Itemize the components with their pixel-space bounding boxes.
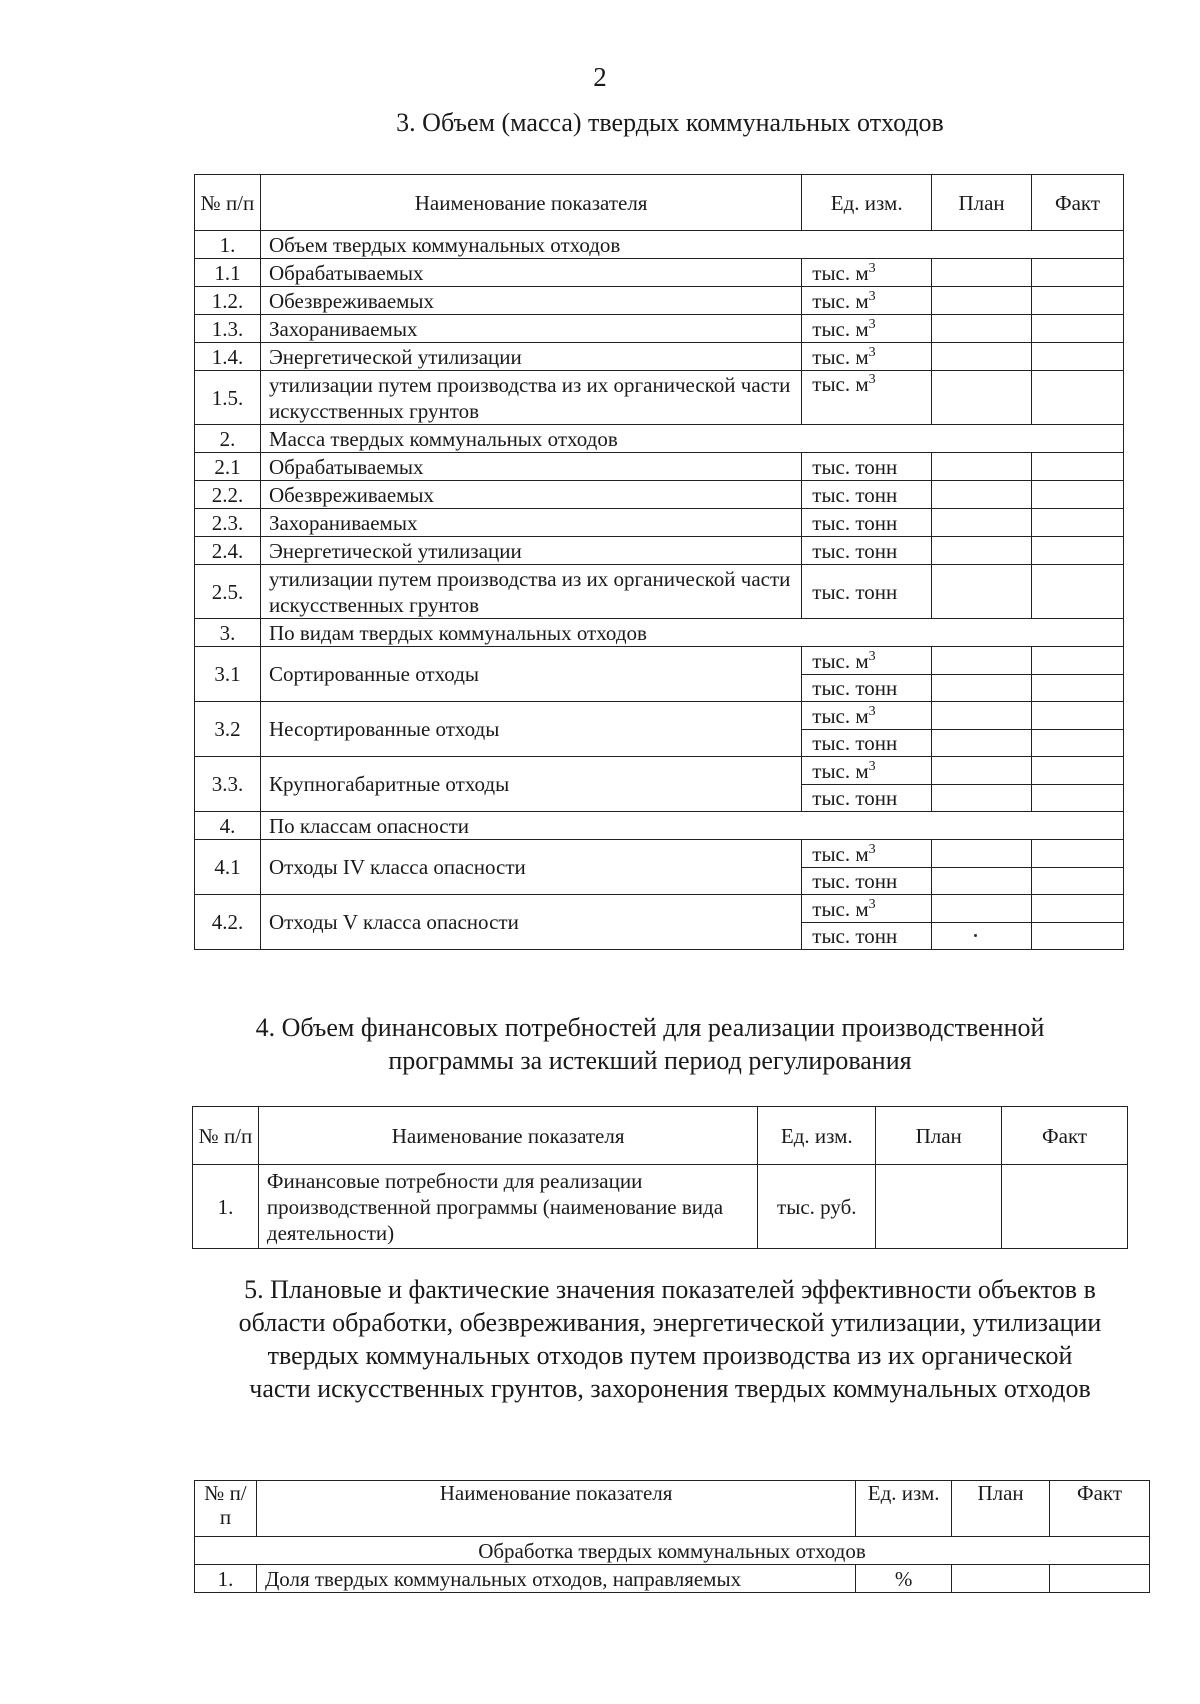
table-row bbox=[195, 287, 1124, 315]
row-name: Крупногабаритные отходы bbox=[260, 757, 801, 812]
waste-volume-table bbox=[194, 174, 1124, 950]
table-row bbox=[193, 1165, 1128, 1249]
fact-cell bbox=[1032, 757, 1124, 785]
plan-cell bbox=[932, 259, 1032, 287]
fact-cell bbox=[1032, 565, 1124, 619]
fact-cell bbox=[1032, 895, 1124, 923]
group-title: Объем твердых коммунальных отходов bbox=[260, 231, 1123, 259]
row-name: Отходы V класса опасности bbox=[260, 895, 801, 950]
section-5-title-line: 5. Плановые и фактические значения показателей эффективности объектов в bbox=[244, 1275, 1096, 1304]
row-num: 1.5. bbox=[195, 371, 261, 425]
table-row bbox=[195, 481, 1124, 509]
fact-cell bbox=[1032, 343, 1124, 371]
unit-text: тыс. тонн bbox=[812, 579, 898, 604]
plan-cell bbox=[952, 1565, 1050, 1593]
plan-cell bbox=[932, 785, 1032, 812]
unit-text: тыс. м bbox=[812, 288, 869, 313]
financial-needs-table bbox=[192, 1106, 1128, 1249]
fact-cell bbox=[1032, 481, 1124, 509]
table-row bbox=[195, 537, 1124, 565]
unit-text: тыс. м bbox=[812, 703, 869, 728]
unit-text: тыс. м bbox=[812, 344, 869, 369]
row-num: 2.4. bbox=[195, 537, 261, 565]
plan-cell bbox=[932, 287, 1032, 315]
row-num: 2.3. bbox=[195, 509, 261, 537]
unit-text: тыс. м bbox=[812, 316, 869, 341]
row-num: 3.2 bbox=[195, 702, 261, 757]
row-unit: тыс. руб. bbox=[758, 1165, 876, 1249]
row-name: Финансовые потребности для реализации производственной программы (наименование вида деятельности) bbox=[258, 1165, 757, 1249]
table-row bbox=[195, 1565, 1150, 1593]
plan-cell bbox=[932, 730, 1032, 757]
row-unit bbox=[802, 259, 932, 287]
unit-text: тыс. м bbox=[812, 841, 869, 866]
unit-sup: 3 bbox=[868, 344, 876, 360]
row-num: 1.1 bbox=[195, 259, 261, 287]
plan-cell bbox=[932, 481, 1032, 509]
col-header-num: № п/п bbox=[195, 175, 261, 231]
unit-text: тыс. тонн bbox=[812, 538, 898, 563]
col-header-unit: Ед. изм. bbox=[856, 1481, 952, 1537]
unit-text: тыс. м bbox=[812, 372, 869, 396]
section-5-title-line: части искусственных грунтов, захоронения твердых коммунальных отходов bbox=[249, 1374, 1091, 1403]
table-row bbox=[195, 453, 1124, 481]
row-unit: тыс. тонн bbox=[802, 868, 932, 895]
unit-text: тыс. тонн bbox=[812, 482, 898, 507]
table-row bbox=[195, 757, 1124, 785]
row-name: Захораниваемых bbox=[260, 509, 801, 537]
plan-cell bbox=[932, 868, 1032, 895]
fact-cell bbox=[1032, 923, 1124, 950]
unit-sup: 3 bbox=[868, 703, 876, 719]
row-unit bbox=[802, 895, 932, 923]
row-unit bbox=[802, 509, 932, 537]
plan-cell bbox=[932, 840, 1032, 868]
fact-cell bbox=[1032, 840, 1124, 868]
row-name: Энергетической утилизации bbox=[260, 537, 801, 565]
col-header-num: № п/п bbox=[193, 1107, 259, 1165]
row-num: 2.5. bbox=[195, 565, 261, 619]
table-row bbox=[195, 259, 1124, 287]
group-title: Обработка твердых коммунальных отходов bbox=[195, 1537, 1150, 1565]
table-header-row bbox=[195, 175, 1124, 231]
plan-cell bbox=[932, 315, 1032, 343]
row-unit bbox=[802, 453, 932, 481]
row-num: 1.2. bbox=[195, 287, 261, 315]
row-unit: тыс. тонн bbox=[802, 923, 932, 950]
col-header-plan: План bbox=[932, 175, 1032, 231]
unit-text: тыс. м bbox=[812, 896, 869, 921]
row-unit bbox=[802, 647, 932, 675]
plan-cell bbox=[932, 647, 1032, 675]
plan-cell bbox=[932, 757, 1032, 785]
row-unit: тыс. тонн bbox=[802, 675, 932, 702]
row-num: 4.1 bbox=[195, 840, 261, 895]
col-header-plan: План bbox=[952, 1481, 1050, 1537]
col-header-name: Наименование показателя bbox=[260, 175, 801, 231]
unit-sup: 3 bbox=[868, 896, 876, 912]
unit-text: тыс. м bbox=[812, 758, 869, 783]
unit-sup: 3 bbox=[868, 372, 876, 387]
stray-mark bbox=[974, 934, 977, 937]
table-row bbox=[195, 840, 1124, 868]
row-unit bbox=[802, 537, 932, 565]
fact-cell bbox=[1050, 1565, 1150, 1593]
plan-cell bbox=[932, 453, 1032, 481]
unit-sup: 3 bbox=[868, 841, 876, 857]
fact-cell bbox=[1032, 509, 1124, 537]
group-title: По видам твердых коммунальных отходов bbox=[260, 619, 1123, 647]
row-name: Обезвреживаемых bbox=[260, 481, 801, 509]
fact-cell bbox=[1032, 371, 1124, 425]
col-header-fact: Факт bbox=[1050, 1481, 1150, 1537]
row-unit bbox=[802, 702, 932, 730]
section-5-title-line: твердых коммунальных отходов путем производства из их органической bbox=[267, 1341, 1073, 1370]
group-row bbox=[195, 812, 1124, 840]
unit-sup: 3 bbox=[868, 260, 876, 276]
fact-cell bbox=[1032, 537, 1124, 565]
row-unit bbox=[802, 343, 932, 371]
group-row bbox=[195, 231, 1124, 259]
row-unit bbox=[802, 840, 932, 868]
unit-text: тыс. м bbox=[812, 260, 869, 285]
section-5-title-line: области обработки, обезвреживания, энергетической утилизации, утилизации bbox=[238, 1308, 1102, 1337]
row-num: 3.1 bbox=[195, 647, 261, 702]
fact-cell bbox=[1032, 647, 1124, 675]
unit-text: тыс. м bbox=[812, 648, 869, 673]
row-unit bbox=[802, 287, 932, 315]
col-header-name: Наименование показателя bbox=[258, 1107, 757, 1165]
fact-cell bbox=[1032, 675, 1124, 702]
plan-cell bbox=[932, 371, 1032, 425]
row-num: 4.2. bbox=[195, 895, 261, 950]
fact-cell bbox=[1032, 730, 1124, 757]
table-row bbox=[195, 565, 1124, 619]
fact-cell bbox=[1032, 453, 1124, 481]
row-num: 2. bbox=[195, 425, 261, 453]
row-num: 1.3. bbox=[195, 315, 261, 343]
group-row bbox=[195, 1537, 1150, 1565]
table-row bbox=[195, 343, 1124, 371]
fact-cell bbox=[1032, 702, 1124, 730]
fact-cell bbox=[1032, 287, 1124, 315]
row-unit bbox=[802, 757, 932, 785]
table-row bbox=[195, 371, 1124, 425]
row-unit bbox=[802, 371, 932, 425]
row-num: 1.4. bbox=[195, 343, 261, 371]
row-name: Несортированные отходы bbox=[260, 702, 801, 757]
unit-sup: 3 bbox=[868, 288, 876, 304]
section-3-title: 3. Объем (масса) твердых коммунальных отходов bbox=[396, 108, 944, 137]
plan-cell bbox=[932, 702, 1032, 730]
row-name: Захораниваемых bbox=[260, 315, 801, 343]
fact-cell bbox=[1032, 259, 1124, 287]
row-num: 1. bbox=[195, 231, 261, 259]
table-row bbox=[195, 702, 1124, 730]
plan-cell bbox=[876, 1165, 1002, 1249]
row-name: Доля твердых коммунальных отходов, направляемых bbox=[256, 1565, 855, 1593]
col-header-num: № п/п bbox=[195, 1481, 257, 1537]
row-num: 4. bbox=[195, 812, 261, 840]
row-num: 1. bbox=[195, 1565, 257, 1593]
row-name: Сортированные отходы bbox=[260, 647, 801, 702]
page-number: 2 bbox=[593, 62, 607, 92]
plan-cell bbox=[932, 509, 1032, 537]
col-header-name: Наименование показателя bbox=[256, 1481, 855, 1537]
group-row bbox=[195, 425, 1124, 453]
row-num: 1. bbox=[193, 1165, 259, 1249]
row-num: 3. bbox=[195, 619, 261, 647]
group-row bbox=[195, 619, 1124, 647]
table-header-row bbox=[193, 1107, 1128, 1165]
group-title: Масса твердых коммунальных отходов bbox=[260, 425, 1123, 453]
plan-cell bbox=[932, 675, 1032, 702]
row-unit: % bbox=[856, 1565, 952, 1593]
row-name: утилизации путем производства из их органической части искусственных грунтов bbox=[260, 371, 801, 425]
col-header-plan: План bbox=[876, 1107, 1002, 1165]
col-header-unit: Ед. изм. bbox=[758, 1107, 876, 1165]
unit-text: тыс. тонн bbox=[812, 510, 898, 535]
section-4-title-line2: программы за истекший период регулирования bbox=[388, 1046, 912, 1075]
fact-cell bbox=[1002, 1165, 1128, 1249]
row-name: Отходы IV класса опасности bbox=[260, 840, 801, 895]
section-4-title-line1: 4. Объем финансовых потребностей для реализации производственной bbox=[255, 1013, 1045, 1042]
table-row bbox=[195, 509, 1124, 537]
row-name: Обрабатываемых bbox=[260, 453, 801, 481]
table-row bbox=[195, 315, 1124, 343]
row-unit bbox=[802, 565, 932, 619]
plan-cell bbox=[932, 343, 1032, 371]
plan-cell bbox=[932, 537, 1032, 565]
col-header-unit: Ед. изм. bbox=[802, 175, 932, 231]
row-name: утилизации путем производства из их органической части искусственных грунтов bbox=[260, 565, 801, 619]
plan-cell bbox=[932, 923, 1032, 950]
row-name: Обрабатываемых bbox=[260, 259, 801, 287]
plan-cell bbox=[932, 565, 1032, 619]
fact-cell bbox=[1032, 315, 1124, 343]
row-num: 3.3. bbox=[195, 757, 261, 812]
table-row bbox=[195, 895, 1124, 923]
row-unit bbox=[802, 481, 932, 509]
row-num: 2.1 bbox=[195, 453, 261, 481]
row-unit: тыс. тонн bbox=[802, 730, 932, 757]
row-num: 2.2. bbox=[195, 481, 261, 509]
table-row bbox=[195, 647, 1124, 675]
unit-sup: 3 bbox=[868, 758, 876, 774]
table-header-row bbox=[195, 1481, 1150, 1537]
row-name: Обезвреживаемых bbox=[260, 287, 801, 315]
group-title: По классам опасности bbox=[260, 812, 1123, 840]
unit-text: тыс. тонн bbox=[812, 454, 898, 479]
col-header-fact: Факт bbox=[1032, 175, 1124, 231]
row-name: Энергетической утилизации bbox=[260, 343, 801, 371]
row-unit bbox=[802, 315, 932, 343]
fact-cell bbox=[1032, 785, 1124, 812]
row-unit: тыс. тонн bbox=[802, 785, 932, 812]
unit-sup: 3 bbox=[868, 316, 876, 332]
fact-cell bbox=[1032, 868, 1124, 895]
col-header-fact: Факт bbox=[1002, 1107, 1128, 1165]
unit-sup: 3 bbox=[868, 648, 876, 664]
efficiency-table bbox=[194, 1480, 1150, 1593]
plan-cell bbox=[932, 895, 1032, 923]
